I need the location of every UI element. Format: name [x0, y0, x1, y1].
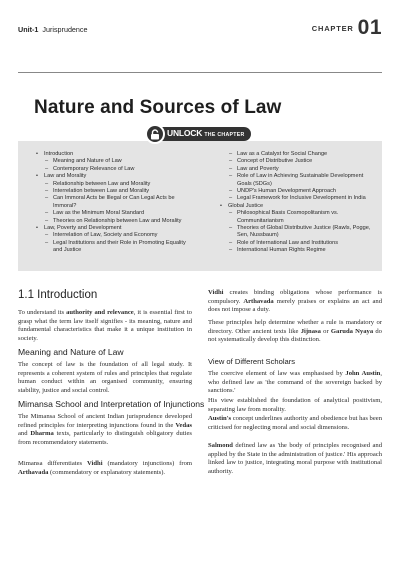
dash-icon: –: [229, 195, 233, 202]
outline-subtopic: [210, 225, 376, 240]
outline-text: International Human Rights Regime: [237, 247, 326, 254]
outline-text: Interrelation between Law and Morality: [53, 188, 150, 195]
section-heading-introduction: 1.1 Introduction: [18, 289, 98, 301]
dash-icon: –: [229, 210, 233, 217]
dash-icon: –: [45, 217, 49, 224]
unlock-sub: THE CHAPTER: [204, 132, 245, 138]
dash-icon: –: [45, 180, 49, 187]
outline-subtopic: [26, 195, 194, 210]
paragraph-austin: [208, 370, 382, 396]
unit-number: Unit-1: [18, 25, 39, 34]
chapter-word: CHAPTER: [311, 24, 354, 33]
text-run: John Austin: [345, 370, 381, 377]
text-run: Mimansa differentiates: [18, 460, 88, 467]
outline-topic: [26, 173, 194, 180]
text-run: Vidhi: [87, 460, 103, 467]
outline-text: Introduction: [44, 151, 74, 157]
unlock-label: [167, 128, 245, 138]
text-run: Austin's: [208, 415, 232, 422]
chapter-title: Nature and Sources of Law: [34, 97, 282, 118]
text-run: (mandatory injunctions) from: [102, 460, 192, 467]
outline-subtopic: [26, 240, 194, 255]
outline-right-column: [210, 151, 376, 255]
text-run: Vedas: [175, 421, 192, 429]
text-run: Arthavada: [243, 297, 274, 305]
paragraph-austin-critique: [208, 415, 382, 432]
header-rule: [18, 72, 382, 73]
outline-text: Theories on Relationship between Law and Morality: [53, 217, 182, 224]
heading-mimansa-school: Mimansa School and Interpretation of Injunctions: [18, 399, 205, 409]
outline-text: Law and Poverty: [237, 165, 279, 172]
chapter-outline-panel: [18, 141, 382, 271]
dash-icon: –: [229, 158, 233, 165]
dash-icon: –: [229, 225, 233, 232]
outline-text: UNDP's Human Development Approach: [237, 188, 337, 195]
text-run: These principles help determine whether a rule is mandatory or directory. Other ancient texts like: [208, 319, 382, 335]
heading-different-scholars: View of Different Scholars: [208, 357, 296, 366]
paragraph-principles: [208, 319, 382, 345]
text-run: , who defined law as 'the command of the sovereign backed by sanctions.': [208, 370, 382, 395]
text-run: Arthavada: [18, 468, 49, 476]
paragraph-positivism: [208, 397, 382, 414]
outline-subtopic: [210, 240, 376, 247]
page-header: [18, 16, 382, 46]
dash-icon: –: [45, 158, 49, 165]
outline-text: Relationship between Law and Morality: [53, 180, 151, 187]
outline-text: Legal Institutions and their Role in Promoting Equality and Justice: [53, 239, 186, 254]
outline-text: Can Immoral Acts be Illegal or Can Legal Acts be Immoral?: [53, 195, 175, 209]
text-run: authority and relevance: [66, 309, 134, 316]
outline-subtopic: [210, 166, 376, 173]
outline-subtopic: [26, 232, 194, 239]
bullet-icon: •: [220, 202, 222, 209]
outline-text: Role of International Law and Institutions: [237, 239, 339, 246]
text-run: texts, particularly to distinguish obligatory duties from recommendatory statements.: [18, 430, 193, 446]
dash-icon: –: [45, 232, 49, 239]
outline-subtopic: [26, 166, 194, 173]
outline-subtopic: [210, 210, 376, 225]
dash-icon: –: [45, 239, 49, 246]
outline-subtopic: [210, 247, 376, 254]
dash-icon: –: [229, 247, 233, 254]
lock-icon: [145, 124, 165, 144]
outline-text: Interrelation of Law, Society and Economy: [53, 232, 158, 239]
outline-text: Role of Law in Achieving Sustainable Development Goals (SDGs): [237, 173, 364, 187]
outline-subtopic: [210, 158, 376, 165]
outline-text: Global Justice: [228, 202, 264, 209]
text-run: , it is essential first to grasp what the term law itself signifies - its meaning, nature and fundamental characteristics that make it a unique institution in society.: [18, 309, 192, 342]
dash-icon: –: [229, 173, 233, 180]
outline-text: Legal Framework for Inclusive Development in India: [237, 195, 366, 202]
paragraph-intro: [18, 309, 192, 343]
paragraph-vidhi-arthavada: [18, 460, 192, 477]
outline-subtopic: [210, 151, 376, 158]
text-run: Vidhi: [208, 289, 224, 296]
dash-icon: –: [45, 165, 49, 172]
dash-icon: –: [45, 195, 49, 202]
outline-topic: [26, 151, 194, 158]
chapter-badge: [312, 16, 382, 40]
text-run: His view established the foundation of analytical positivism, separating law from morality.: [208, 397, 382, 413]
text-run: or: [320, 327, 331, 335]
outline-subtopic: [26, 210, 194, 217]
text-run: Salmond: [208, 442, 233, 449]
text-run: do not systematically develop this distinction.: [208, 327, 382, 344]
text-run: The Mimansa School of ancient Indian jurisprudence developed refined principles for interpreting injunctions found in the: [18, 413, 192, 429]
outline-topic: [210, 203, 376, 210]
chapter-number: 01: [357, 16, 382, 39]
unlock-chapter-banner: [148, 127, 251, 141]
outline-text: Contemporary Relevance of Law: [53, 165, 135, 172]
text-run: (commendatory or explanatory statements).: [48, 468, 166, 476]
heading-meaning-and-nature: Meaning and Nature of Law: [18, 347, 124, 357]
outline-subtopic: [26, 181, 194, 188]
text-run: defined law as 'the body of principles recognised and applied by the State in the administration of justice.' His approach linked law to justice, integrating moral purpose with institutional authority.: [208, 442, 382, 475]
bullet-icon: •: [36, 151, 38, 157]
dash-icon: –: [45, 188, 49, 195]
outline-text: Law as a Catalyst for Social Change: [237, 151, 328, 157]
text-run: merely praises or explains an act and does not impose a duty.: [208, 297, 382, 314]
paragraph-mimansa: [18, 413, 192, 447]
outline-text: Theories of Global Distributive Justice (Rawls, Pogge, Sen, Nussbaum): [237, 225, 371, 239]
outline-text: Concept of Distributive Justice: [237, 158, 313, 165]
outline-text: Law, Poverty and Development: [44, 225, 122, 232]
text-run: To understand its: [18, 309, 67, 316]
text-run: Jijnasa: [300, 327, 321, 335]
unit-label: [18, 25, 88, 34]
outline-subtopic: [26, 158, 194, 165]
text-run: The coercive element of law was emphasised by: [208, 370, 346, 377]
outline-subtopic: [26, 188, 194, 195]
text-run: concept underlines authority and obedience but has been criticised for neglecting moral and social dimensions.: [208, 415, 382, 431]
outline-text: Law and Morality: [44, 173, 87, 180]
outline-subtopic: [210, 188, 376, 195]
unit-title: Jurisprudence: [42, 25, 88, 34]
text-run: The concept of law is the foundation of all legal study. It represents a coherent system of rules and principles that regulate human conduct within an organised community, ensuring stability, justice and social control.: [18, 361, 192, 394]
paragraph-concept-of-law: [18, 361, 192, 395]
outline-text: Meaning and Nature of Law: [53, 158, 122, 165]
dash-icon: –: [229, 239, 233, 246]
paragraph-vidhi: [208, 289, 382, 315]
dash-icon: –: [229, 151, 233, 157]
outline-text: Philosophical Basis Cosmopolitanism vs. Communitarianism: [237, 210, 339, 224]
dash-icon: –: [229, 188, 233, 195]
outline-text: Law as the Minimum Moral Standard: [53, 210, 145, 217]
paragraph-salmond: [208, 442, 382, 476]
outline-subtopic: [26, 218, 194, 225]
bullet-icon: •: [36, 225, 38, 232]
text-run: Garuda Nyaya: [330, 327, 374, 335]
unlock-main: UNLOCK: [167, 128, 203, 138]
outline-subtopic: [210, 173, 376, 188]
text-run: and: [18, 430, 31, 438]
text-run: creates binding obligations whose performance is compulsory.: [208, 289, 382, 305]
bullet-icon: •: [36, 173, 38, 180]
text-run: Dharma: [30, 430, 54, 438]
outline-left-column: [26, 151, 194, 255]
outline-subtopic: [210, 195, 376, 202]
outline-topic: [26, 225, 194, 232]
dash-icon: –: [45, 210, 49, 217]
dash-icon: –: [229, 165, 233, 172]
